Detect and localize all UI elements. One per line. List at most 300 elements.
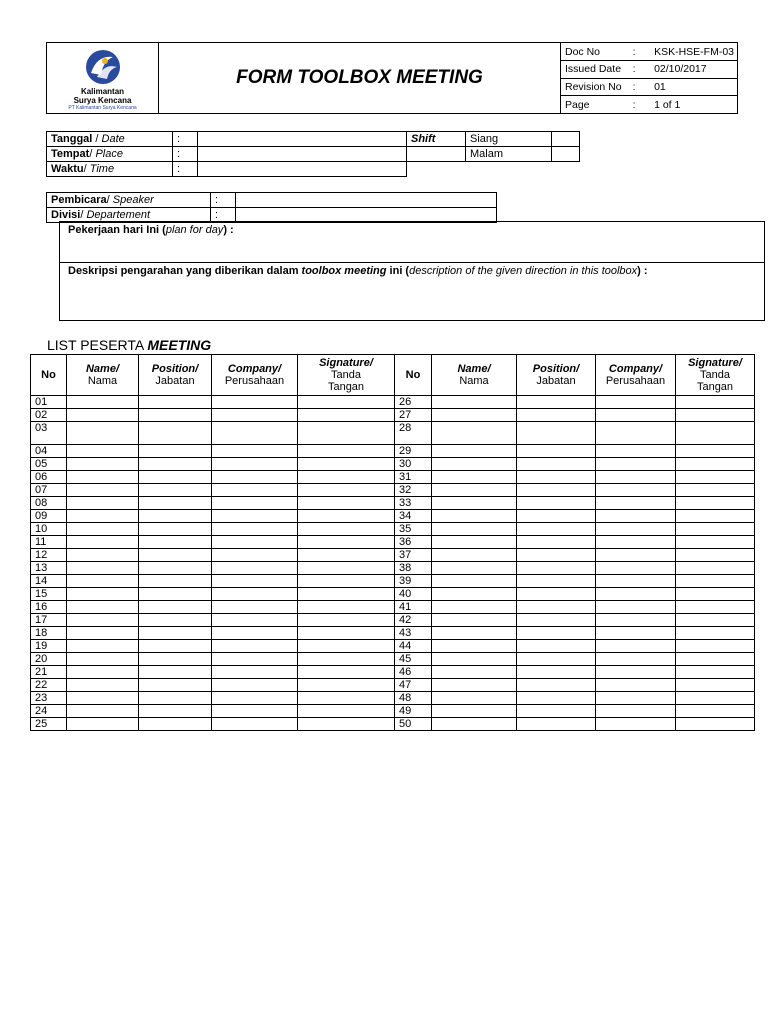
participant-name-field[interactable] xyxy=(67,640,139,653)
participant-name-field[interactable] xyxy=(432,601,517,614)
participant-company-field[interactable] xyxy=(212,523,298,536)
doc-info-row xyxy=(561,78,738,96)
participant-position-field[interactable] xyxy=(517,458,596,471)
shift-label-spacer xyxy=(407,147,466,162)
doc-info-value: 1 of 1 xyxy=(654,98,681,111)
participant-company-field[interactable] xyxy=(212,666,298,679)
participant-company-field[interactable] xyxy=(212,497,298,510)
participant-company-field[interactable] xyxy=(212,653,298,666)
participant-no: 20 xyxy=(31,653,67,666)
doc-info-sep: : xyxy=(632,98,636,111)
participant-company-field[interactable] xyxy=(596,640,676,653)
participant-name-field[interactable] xyxy=(67,422,139,445)
direction-description-field[interactable] xyxy=(60,263,764,279)
participant-name-field[interactable] xyxy=(67,471,139,484)
participant-company-field[interactable] xyxy=(212,718,298,731)
shift-night-label: Malam xyxy=(466,147,552,162)
participant-name-field[interactable] xyxy=(67,679,139,692)
participant-company-field[interactable] xyxy=(596,396,676,409)
participant-row xyxy=(31,653,755,666)
participant-name-field[interactable] xyxy=(432,396,517,409)
participant-name-field[interactable] xyxy=(432,409,517,422)
participant-no: 50 xyxy=(395,718,432,731)
participant-row xyxy=(31,575,755,588)
participant-name-field[interactable] xyxy=(432,705,517,718)
participant-signature-field[interactable] xyxy=(676,614,755,627)
participant-position-field[interactable] xyxy=(139,445,212,458)
participant-position-field[interactable] xyxy=(517,471,596,484)
logo-name-line2: Surya Kencana xyxy=(73,96,132,105)
participant-position-field[interactable] xyxy=(517,614,596,627)
participant-row xyxy=(31,422,755,445)
participant-position-field[interactable] xyxy=(139,601,212,614)
participant-position-field[interactable] xyxy=(517,705,596,718)
participant-name-field[interactable] xyxy=(432,536,517,549)
company-logo-icon xyxy=(83,47,123,87)
shift-label: Shift xyxy=(407,132,466,147)
participant-position-field[interactable] xyxy=(517,601,596,614)
participant-company-field[interactable] xyxy=(212,601,298,614)
participant-name-field[interactable] xyxy=(432,614,517,627)
participant-name-field[interactable] xyxy=(432,458,517,471)
participant-company-field[interactable] xyxy=(212,679,298,692)
doc-info-label: Revision No xyxy=(561,78,629,96)
participant-row xyxy=(31,523,755,536)
participant-name-field[interactable] xyxy=(67,549,139,562)
participant-company-field[interactable] xyxy=(212,588,298,601)
meeting-info-table xyxy=(46,131,580,177)
participant-name-field[interactable] xyxy=(67,445,139,458)
participant-signature-field[interactable] xyxy=(676,422,755,445)
place-field[interactable] xyxy=(198,147,407,162)
participant-signature-field[interactable] xyxy=(676,588,755,601)
participant-signature-field[interactable] xyxy=(298,627,395,640)
participant-signature-field[interactable] xyxy=(298,409,395,422)
participant-signature-field[interactable] xyxy=(298,458,395,471)
participant-name-field[interactable] xyxy=(432,718,517,731)
participant-no: 17 xyxy=(31,614,67,627)
participant-company-field[interactable] xyxy=(596,484,676,497)
participant-signature-field[interactable] xyxy=(676,562,755,575)
participant-name-field[interactable] xyxy=(432,497,517,510)
participant-position-field[interactable] xyxy=(139,497,212,510)
participant-no: 29 xyxy=(395,445,432,458)
participant-signature-field[interactable] xyxy=(298,562,395,575)
participant-name-field[interactable] xyxy=(67,601,139,614)
participant-position-field[interactable] xyxy=(517,718,596,731)
participant-signature-field[interactable] xyxy=(298,653,395,666)
participant-no: 19 xyxy=(31,640,67,653)
participant-position-field[interactable] xyxy=(139,614,212,627)
participant-name-field[interactable] xyxy=(67,653,139,666)
participant-signature-field[interactable] xyxy=(676,627,755,640)
participant-position-field[interactable] xyxy=(139,422,212,445)
participant-signature-field[interactable] xyxy=(676,601,755,614)
participant-signature-field[interactable] xyxy=(676,484,755,497)
participant-position-field[interactable] xyxy=(517,588,596,601)
participant-company-field[interactable] xyxy=(596,666,676,679)
doc-info-row xyxy=(561,96,738,114)
participant-signature-field[interactable] xyxy=(298,718,395,731)
participant-company-field[interactable] xyxy=(596,705,676,718)
shift-day-label: Siang xyxy=(466,132,552,147)
participant-no: 45 xyxy=(395,653,432,666)
participant-signature-field[interactable] xyxy=(676,471,755,484)
time-row xyxy=(47,162,580,177)
participant-name-field[interactable] xyxy=(432,653,517,666)
participant-position-field[interactable] xyxy=(517,409,596,422)
participant-no: 39 xyxy=(395,575,432,588)
participant-no: 38 xyxy=(395,562,432,575)
participant-position-field[interactable] xyxy=(139,627,212,640)
participant-signature-field[interactable] xyxy=(298,484,395,497)
participant-position-field[interactable] xyxy=(139,471,212,484)
time-sep: : xyxy=(173,162,198,177)
participant-no: 25 xyxy=(31,718,67,731)
participant-row xyxy=(31,510,755,523)
division-label: Divisi/ Departement xyxy=(47,208,211,223)
participant-signature-field[interactable] xyxy=(676,536,755,549)
participant-company-field[interactable] xyxy=(212,409,298,422)
participant-signature-field[interactable] xyxy=(676,549,755,562)
participant-position-field[interactable] xyxy=(517,549,596,562)
participant-row xyxy=(31,627,755,640)
doc-info-sep: : xyxy=(629,61,650,79)
participant-company-field[interactable] xyxy=(596,471,676,484)
participant-no: 21 xyxy=(31,666,67,679)
participant-row xyxy=(31,692,755,705)
participant-position-field[interactable] xyxy=(517,627,596,640)
participant-company-field[interactable] xyxy=(212,536,298,549)
participant-signature-field[interactable] xyxy=(298,679,395,692)
participant-signature-field[interactable] xyxy=(298,640,395,653)
participant-row xyxy=(31,640,755,653)
participant-no: 32 xyxy=(395,484,432,497)
date-row xyxy=(47,132,580,147)
participant-signature-field[interactable] xyxy=(676,666,755,679)
participant-signature-field[interactable] xyxy=(298,666,395,679)
participant-name-field[interactable] xyxy=(432,549,517,562)
speaker-table xyxy=(46,192,497,223)
participant-signature-field[interactable] xyxy=(298,471,395,484)
plan-label: Pekerjaan hari Ini ( xyxy=(68,224,166,236)
participant-name-field[interactable] xyxy=(432,510,517,523)
doc-info-label: Page xyxy=(565,98,590,111)
participant-signature-field[interactable] xyxy=(676,718,755,731)
participant-no: 16 xyxy=(31,601,67,614)
participant-name-field[interactable] xyxy=(67,396,139,409)
participant-position-field[interactable] xyxy=(139,588,212,601)
doc-info-sep: : xyxy=(629,43,650,61)
participant-position-field[interactable] xyxy=(517,692,596,705)
participant-name-field[interactable] xyxy=(67,523,139,536)
participant-position-field[interactable] xyxy=(517,422,596,445)
participant-body xyxy=(31,396,755,731)
participant-signature-field[interactable] xyxy=(298,422,395,445)
participant-name-field[interactable] xyxy=(432,484,517,497)
participant-position-field[interactable] xyxy=(139,458,212,471)
desc-label-c: ini ( xyxy=(386,265,410,277)
participant-signature-field[interactable] xyxy=(676,523,755,536)
participant-no: 41 xyxy=(395,601,432,614)
participant-signature-field[interactable] xyxy=(298,445,395,458)
participant-company-field[interactable] xyxy=(596,549,676,562)
participant-signature-field[interactable] xyxy=(676,653,755,666)
participant-name-field[interactable] xyxy=(67,692,139,705)
participant-company-field[interactable] xyxy=(596,445,676,458)
col-company: Company/ Perusahaan xyxy=(212,355,298,396)
participant-row xyxy=(31,718,755,731)
participant-position-field[interactable] xyxy=(139,484,212,497)
participant-company-field[interactable] xyxy=(596,718,676,731)
participant-signature-field[interactable] xyxy=(676,445,755,458)
col-signature-2: Signature/ Tanda Tangan xyxy=(676,355,755,396)
participant-position-field[interactable] xyxy=(517,575,596,588)
participant-row xyxy=(31,471,755,484)
participant-company-field[interactable] xyxy=(596,575,676,588)
participant-no: 15 xyxy=(31,588,67,601)
participant-name-field[interactable] xyxy=(67,562,139,575)
participant-row xyxy=(31,588,755,601)
participant-company-field[interactable] xyxy=(596,409,676,422)
participant-row xyxy=(31,679,755,692)
participant-position-field[interactable] xyxy=(139,409,212,422)
participant-signature-field[interactable] xyxy=(676,679,755,692)
participant-position-field[interactable] xyxy=(139,549,212,562)
participant-no: 37 xyxy=(395,549,432,562)
participant-signature-field[interactable] xyxy=(676,640,755,653)
participant-name-field[interactable] xyxy=(67,497,139,510)
participant-no: 27 xyxy=(395,409,432,422)
participant-position-field[interactable] xyxy=(139,510,212,523)
shift-day-checkbox[interactable] xyxy=(552,132,580,147)
participant-no: 26 xyxy=(395,396,432,409)
col-company-2: Company/ Perusahaan xyxy=(596,355,676,396)
place-sep: : xyxy=(173,147,198,162)
participant-row xyxy=(31,458,755,471)
participant-name-field[interactable] xyxy=(432,562,517,575)
participant-no: 23 xyxy=(31,692,67,705)
participant-company-field[interactable] xyxy=(596,523,676,536)
participant-company-field[interactable] xyxy=(596,422,676,445)
participant-signature-field[interactable] xyxy=(298,692,395,705)
participant-position-field[interactable] xyxy=(139,562,212,575)
participant-company-field[interactable] xyxy=(212,396,298,409)
participant-list-title: LIST PESERTA MEETING xyxy=(47,337,212,353)
participant-company-field[interactable] xyxy=(596,692,676,705)
participant-no: 47 xyxy=(395,679,432,692)
participant-position-field[interactable] xyxy=(517,484,596,497)
participant-no: 35 xyxy=(395,523,432,536)
participant-name-field[interactable] xyxy=(432,523,517,536)
participant-signature-field[interactable] xyxy=(298,705,395,718)
participant-signature-field[interactable] xyxy=(676,497,755,510)
participant-name-field[interactable] xyxy=(432,640,517,653)
participant-position-field[interactable] xyxy=(139,575,212,588)
participant-company-field[interactable] xyxy=(212,422,298,445)
participant-name-field[interactable] xyxy=(67,666,139,679)
participant-signature-field[interactable] xyxy=(298,588,395,601)
participant-signature-field[interactable] xyxy=(676,575,755,588)
doc-info-value: KSK-HSE-FM-03 xyxy=(650,43,738,61)
participant-signature-field[interactable] xyxy=(298,601,395,614)
participant-company-field[interactable] xyxy=(596,536,676,549)
participant-company-field[interactable] xyxy=(212,692,298,705)
participant-position-field[interactable] xyxy=(139,536,212,549)
participant-company-field[interactable] xyxy=(596,510,676,523)
participant-position-field[interactable] xyxy=(517,523,596,536)
participant-company-field[interactable] xyxy=(596,562,676,575)
participant-signature-field[interactable] xyxy=(298,510,395,523)
participant-signature-field[interactable] xyxy=(298,549,395,562)
participant-signature-field[interactable] xyxy=(676,409,755,422)
participant-company-field[interactable] xyxy=(212,510,298,523)
participant-name-field[interactable] xyxy=(432,575,517,588)
participant-position-field[interactable] xyxy=(517,510,596,523)
participant-company-field[interactable] xyxy=(596,601,676,614)
participant-position-field[interactable] xyxy=(517,396,596,409)
plan-label-en: plan for day xyxy=(165,224,224,236)
col-no: No xyxy=(31,355,67,396)
participant-position-field[interactable] xyxy=(139,396,212,409)
participant-table xyxy=(30,354,755,731)
plan-for-day-field[interactable] xyxy=(60,222,764,263)
participant-position-field[interactable] xyxy=(139,679,212,692)
participant-no: 10 xyxy=(31,523,67,536)
participant-name-field[interactable] xyxy=(67,575,139,588)
participant-name-field[interactable] xyxy=(67,536,139,549)
participant-name-field[interactable] xyxy=(67,484,139,497)
participant-position-field[interactable] xyxy=(139,653,212,666)
participant-position-field[interactable] xyxy=(139,705,212,718)
place-row xyxy=(47,147,580,162)
participant-position-field[interactable] xyxy=(139,718,212,731)
participant-name-field[interactable] xyxy=(67,627,139,640)
participant-name-field[interactable] xyxy=(67,409,139,422)
participant-company-field[interactable] xyxy=(596,458,676,471)
participant-position-field[interactable] xyxy=(139,523,212,536)
participant-position-field[interactable] xyxy=(139,692,212,705)
participant-name-field[interactable] xyxy=(432,666,517,679)
speaker-row xyxy=(47,193,497,208)
participant-signature-field[interactable] xyxy=(676,510,755,523)
participant-company-field[interactable] xyxy=(212,471,298,484)
participant-name-field[interactable] xyxy=(67,588,139,601)
speaker-sep: : xyxy=(211,193,236,208)
participant-position-field[interactable] xyxy=(517,497,596,510)
time-field[interactable] xyxy=(198,162,407,177)
participant-no: 07 xyxy=(31,484,67,497)
participant-company-field[interactable] xyxy=(212,458,298,471)
participant-signature-field[interactable] xyxy=(676,458,755,471)
participant-company-field[interactable] xyxy=(212,705,298,718)
participant-company-field[interactable] xyxy=(212,627,298,640)
date-sep: : xyxy=(173,132,198,147)
participant-row xyxy=(31,666,755,679)
participant-position-field[interactable] xyxy=(139,640,212,653)
col-no-2: No xyxy=(395,355,432,396)
speaker-field[interactable] xyxy=(236,193,497,208)
participant-name-field[interactable] xyxy=(432,471,517,484)
participant-company-field[interactable] xyxy=(596,588,676,601)
participant-name-field[interactable] xyxy=(432,422,517,445)
logo-company: PT Kalimantan Surya Kencana xyxy=(68,105,137,111)
participant-no: 44 xyxy=(395,640,432,653)
doc-info-value: 01 xyxy=(650,78,738,96)
participant-name-field[interactable] xyxy=(432,588,517,601)
participant-position-field[interactable] xyxy=(517,679,596,692)
participant-no: 13 xyxy=(31,562,67,575)
participant-signature-field[interactable] xyxy=(298,396,395,409)
participant-name-field[interactable] xyxy=(67,458,139,471)
participant-company-field[interactable] xyxy=(212,640,298,653)
participant-no: 33 xyxy=(395,497,432,510)
participant-company-field[interactable] xyxy=(596,497,676,510)
participant-company-field[interactable] xyxy=(596,679,676,692)
participant-company-field[interactable] xyxy=(212,445,298,458)
participant-row xyxy=(31,614,755,627)
participant-signature-field[interactable] xyxy=(298,523,395,536)
shift-night-checkbox[interactable] xyxy=(552,147,580,162)
participant-position-field[interactable] xyxy=(139,666,212,679)
participant-name-field[interactable] xyxy=(67,718,139,731)
participant-signature-field[interactable] xyxy=(676,692,755,705)
participant-row xyxy=(31,497,755,510)
participant-no: 43 xyxy=(395,627,432,640)
participant-company-field[interactable] xyxy=(596,614,676,627)
place-label: Tempat/ Place xyxy=(47,147,173,162)
participant-signature-field[interactable] xyxy=(676,396,755,409)
participant-company-field[interactable] xyxy=(212,484,298,497)
participant-position-field[interactable] xyxy=(517,445,596,458)
participant-company-field[interactable] xyxy=(596,627,676,640)
participant-name-field[interactable] xyxy=(67,510,139,523)
participant-signature-field[interactable] xyxy=(676,705,755,718)
participant-signature-field[interactable] xyxy=(298,575,395,588)
col-signature: Signature/ Tanda Tangan xyxy=(298,355,395,396)
participant-name-field[interactable] xyxy=(432,679,517,692)
participant-position-field[interactable] xyxy=(517,536,596,549)
participant-signature-field[interactable] xyxy=(298,614,395,627)
participant-row xyxy=(31,601,755,614)
participant-signature-field[interactable] xyxy=(298,497,395,510)
participant-position-field[interactable] xyxy=(517,640,596,653)
participant-name-field[interactable] xyxy=(67,705,139,718)
participant-name-field[interactable] xyxy=(432,692,517,705)
participant-company-field[interactable] xyxy=(212,562,298,575)
participant-position-field[interactable] xyxy=(517,653,596,666)
participant-name-field[interactable] xyxy=(67,614,139,627)
col-position-2: Position/ Jabatan xyxy=(517,355,596,396)
participant-signature-field[interactable] xyxy=(298,536,395,549)
participant-company-field[interactable] xyxy=(212,549,298,562)
participant-company-field[interactable] xyxy=(212,614,298,627)
logo-name-line1: Kalimantan xyxy=(80,87,125,96)
participant-position-field[interactable] xyxy=(517,562,596,575)
time-label: Waktu/ Time xyxy=(47,162,173,177)
participant-name-field[interactable] xyxy=(432,445,517,458)
participant-company-field[interactable] xyxy=(212,575,298,588)
date-field[interactable] xyxy=(198,132,407,147)
time-row-empty xyxy=(407,162,580,177)
participant-name-field[interactable] xyxy=(432,627,517,640)
participant-company-field[interactable] xyxy=(596,653,676,666)
desc-label-en: description of the given direction in this toolbox xyxy=(409,265,638,277)
participant-position-field[interactable] xyxy=(517,666,596,679)
participant-no: 04 xyxy=(31,445,67,458)
participant-row xyxy=(31,549,755,562)
doc-info-sep: : xyxy=(629,78,650,96)
